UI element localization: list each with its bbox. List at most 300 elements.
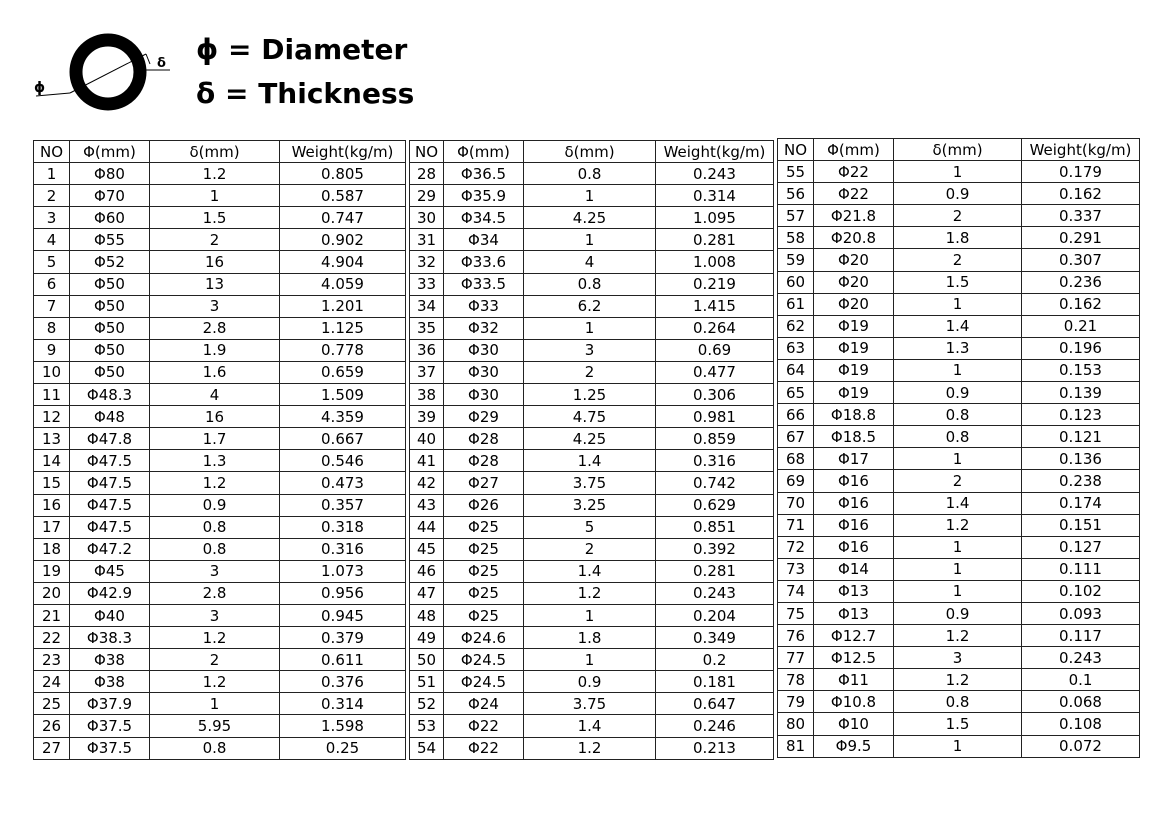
weight-cell: 0.742 — [656, 472, 774, 494]
table-row — [778, 337, 1140, 359]
thickness-cell: 3 — [894, 647, 1022, 669]
no-cell: 10 — [34, 361, 70, 383]
table-row — [778, 183, 1140, 205]
diameter-cell: Φ50 — [70, 273, 150, 295]
diameter-cell: Φ47.8 — [70, 428, 150, 450]
table-row — [34, 649, 406, 671]
weight-cell: 0.236 — [1022, 271, 1140, 293]
table-row — [34, 339, 406, 361]
table-row — [778, 293, 1140, 315]
thickness-cell: 1.25 — [524, 384, 656, 406]
thickness-cell: 6.2 — [524, 295, 656, 317]
weight-cell: 0.546 — [280, 450, 406, 472]
thickness-cell: 1.2 — [150, 163, 280, 185]
weight-cell: 0.25 — [280, 737, 406, 759]
no-cell: 58 — [778, 227, 814, 249]
thickness-cell: 1.4 — [524, 715, 656, 737]
table-header-row — [34, 141, 406, 163]
weight-cell: 0.629 — [656, 494, 774, 516]
weight-cell: 0.111 — [1022, 558, 1140, 580]
no-cell: 71 — [778, 514, 814, 536]
weight-cell: 0.611 — [280, 649, 406, 671]
no-cell: 6 — [34, 273, 70, 295]
weight-cell: 1.125 — [280, 317, 406, 339]
weight-cell: 0.21 — [1022, 315, 1140, 337]
diameter-cell: Φ47.2 — [70, 538, 150, 560]
no-cell: 66 — [778, 404, 814, 426]
weight-cell: 0.349 — [656, 627, 774, 649]
no-cell: 56 — [778, 183, 814, 205]
thickness-cell: 1.2 — [524, 582, 656, 604]
thickness-cell: 2 — [524, 538, 656, 560]
weight-cell: 0.281 — [656, 560, 774, 582]
no-cell: 60 — [778, 271, 814, 293]
no-cell: 13 — [34, 428, 70, 450]
diameter-cell: Φ21.8 — [814, 205, 894, 227]
no-cell: 31 — [410, 229, 444, 251]
thickness-cell: 1 — [894, 580, 1022, 602]
table-row — [34, 538, 406, 560]
thickness-cell: 1 — [894, 161, 1022, 183]
table-row — [34, 494, 406, 516]
diameter-cell: Φ9.5 — [814, 735, 894, 757]
weight-cell: 0.153 — [1022, 359, 1140, 381]
diameter-legend: ϕ = Diameter — [196, 33, 408, 66]
no-cell: 33 — [410, 273, 444, 295]
thickness-cell: 0.9 — [894, 183, 1022, 205]
table-row — [34, 737, 406, 759]
diameter-cell: Φ60 — [70, 207, 150, 229]
no-cell: 79 — [778, 691, 814, 713]
weight-cell: 0.307 — [1022, 249, 1140, 271]
thickness-cell: 1 — [524, 317, 656, 339]
thickness-cell: 1.7 — [150, 428, 280, 450]
thickness-cell: 2 — [524, 361, 656, 383]
weight-cell: 0.981 — [656, 406, 774, 428]
diameter-cell: Φ25 — [444, 604, 524, 626]
diameter-cell: Φ13 — [814, 580, 894, 602]
no-cell: 61 — [778, 293, 814, 315]
thickness-cell: 1 — [524, 604, 656, 626]
diameter-cell: Φ18.5 — [814, 426, 894, 448]
diameter-cell: Φ48 — [70, 406, 150, 428]
weight-cell: 0.243 — [1022, 647, 1140, 669]
no-cell: 62 — [778, 315, 814, 337]
diameter-cell: Φ30 — [444, 361, 524, 383]
diameter-cell: Φ24 — [444, 693, 524, 715]
no-cell: 55 — [778, 161, 814, 183]
thickness-cell: 1 — [894, 359, 1022, 381]
no-cell: 8 — [34, 317, 70, 339]
diameter-cell: Φ25 — [444, 560, 524, 582]
table-header-row — [778, 139, 1140, 161]
weight-cell: 0.316 — [656, 450, 774, 472]
diameter-cell: Φ33.6 — [444, 251, 524, 273]
table-row — [778, 470, 1140, 492]
thickness-legend: δ = Thickness — [196, 77, 415, 110]
weight-cell: 0.093 — [1022, 602, 1140, 624]
no-cell: 32 — [410, 251, 444, 273]
weight-cell: 0.181 — [656, 671, 774, 693]
thickness-cell: 1.8 — [894, 227, 1022, 249]
table-row — [410, 560, 774, 582]
weight-cell: 0.69 — [656, 339, 774, 361]
diameter-cell: Φ36.5 — [444, 163, 524, 185]
table-row — [34, 450, 406, 472]
thickness-cell: 1 — [894, 448, 1022, 470]
header-no: NO — [778, 139, 814, 161]
diameter-cell: Φ11 — [814, 669, 894, 691]
diameter-cell: Φ50 — [70, 339, 150, 361]
weight-cell: 0.318 — [280, 516, 406, 538]
table-row — [34, 516, 406, 538]
no-cell: 14 — [34, 450, 70, 472]
no-cell: 21 — [34, 604, 70, 626]
weight-cell: 1.598 — [280, 715, 406, 737]
no-cell: 19 — [34, 560, 70, 582]
header-weight: Weight(kg/m) — [280, 141, 406, 163]
thickness-cell: 3 — [150, 295, 280, 317]
diameter-cell: Φ80 — [70, 163, 150, 185]
no-cell: 24 — [34, 671, 70, 693]
table-row — [410, 295, 774, 317]
weight-cell: 0.805 — [280, 163, 406, 185]
diameter-cell: Φ28 — [444, 428, 524, 450]
thickness-cell: 3.75 — [524, 693, 656, 715]
weight-cell: 0.123 — [1022, 404, 1140, 426]
delta-symbol: δ — [157, 56, 166, 71]
thickness-cell: 2 — [894, 249, 1022, 271]
table-row — [778, 271, 1140, 293]
weight-cell: 0.102 — [1022, 580, 1140, 602]
diameter-cell: Φ48.3 — [70, 384, 150, 406]
weight-cell: 1.008 — [656, 251, 774, 273]
thickness-cell: 1 — [524, 185, 656, 207]
no-cell: 28 — [410, 163, 444, 185]
thickness-cell: 1.2 — [894, 669, 1022, 691]
diameter-cell: Φ12.7 — [814, 625, 894, 647]
weight-cell: 1.201 — [280, 295, 406, 317]
no-cell: 39 — [410, 406, 444, 428]
weight-cell: 0.219 — [656, 273, 774, 295]
table-row — [778, 205, 1140, 227]
table-row — [34, 472, 406, 494]
phi-symbol: ϕ — [34, 80, 46, 96]
table-row — [778, 448, 1140, 470]
weight-cell: 1.095 — [656, 207, 774, 229]
table-row — [410, 671, 774, 693]
table-row — [410, 582, 774, 604]
weight-cell: 0.162 — [1022, 293, 1140, 315]
weight-cell: 4.059 — [280, 273, 406, 295]
thickness-cell: 0.9 — [894, 382, 1022, 404]
weight-cell: 0.139 — [1022, 382, 1140, 404]
table-row — [410, 251, 774, 273]
no-cell: 68 — [778, 448, 814, 470]
diameter-cell: Φ34 — [444, 229, 524, 251]
table-row — [410, 163, 774, 185]
diameter-cell: Φ22 — [814, 161, 894, 183]
thickness-cell: 1.2 — [150, 627, 280, 649]
thickness-cell: 1.2 — [150, 671, 280, 693]
diameter-cell: Φ19 — [814, 359, 894, 381]
table-row — [34, 671, 406, 693]
header-diameter: Φ(mm) — [444, 141, 524, 163]
thickness-cell: 1.5 — [894, 713, 1022, 735]
diameter-cell: Φ47.5 — [70, 516, 150, 538]
no-cell: 51 — [410, 671, 444, 693]
weight-cell: 0.659 — [280, 361, 406, 383]
weight-cell: 0.072 — [1022, 735, 1140, 757]
thickness-cell: 4 — [150, 384, 280, 406]
thickness-cell: 0.8 — [894, 404, 1022, 426]
thickness-cell: 0.8 — [150, 538, 280, 560]
table-row — [34, 693, 406, 715]
no-cell: 9 — [34, 339, 70, 361]
thickness-cell: 4.25 — [524, 207, 656, 229]
weight-cell: 1.415 — [656, 295, 774, 317]
thickness-cell: 0.8 — [150, 737, 280, 759]
table-row — [410, 538, 774, 560]
diameter-cell: Φ38.3 — [70, 627, 150, 649]
diameter-cell: Φ16 — [814, 492, 894, 514]
table-row — [410, 229, 774, 251]
diameter-cell: Φ22 — [814, 183, 894, 205]
thickness-cell: 1 — [524, 649, 656, 671]
weight-cell: 0.196 — [1022, 337, 1140, 359]
weight-cell: 0.151 — [1022, 514, 1140, 536]
diameter-cell: Φ19 — [814, 337, 894, 359]
thickness-cell: 1.2 — [894, 514, 1022, 536]
diameter-cell: Φ38 — [70, 671, 150, 693]
table-row — [410, 627, 774, 649]
thickness-cell: 4 — [524, 251, 656, 273]
no-cell: 78 — [778, 669, 814, 691]
thickness-cell: 4.25 — [524, 428, 656, 450]
diameter-cell: Φ45 — [70, 560, 150, 582]
diameter-cell: Φ25 — [444, 516, 524, 538]
no-cell: 15 — [34, 472, 70, 494]
thickness-cell: 3.25 — [524, 494, 656, 516]
diameter-cell: Φ12.5 — [814, 647, 894, 669]
table-row — [778, 558, 1140, 580]
table-row — [410, 317, 774, 339]
thickness-cell: 1 — [894, 735, 1022, 757]
diameter-cell: Φ22 — [444, 715, 524, 737]
no-cell: 65 — [778, 382, 814, 404]
diameter-cell: Φ22 — [444, 737, 524, 759]
no-cell: 16 — [34, 494, 70, 516]
table-row — [410, 406, 774, 428]
thickness-cell: 3 — [150, 604, 280, 626]
header-no: NO — [410, 141, 444, 163]
diameter-cell: Φ52 — [70, 251, 150, 273]
table-row — [778, 735, 1140, 757]
table-row — [778, 602, 1140, 624]
weight-cell: 0.246 — [656, 715, 774, 737]
no-cell: 46 — [410, 560, 444, 582]
diameter-cell: Φ33.5 — [444, 273, 524, 295]
weight-cell: 0.314 — [656, 185, 774, 207]
diameter-cell: Φ17 — [814, 448, 894, 470]
header-diameter: Φ(mm) — [814, 139, 894, 161]
weight-cell: 0.945 — [280, 604, 406, 626]
table-row — [34, 273, 406, 295]
thickness-cell: 0.8 — [524, 273, 656, 295]
thickness-cell: 2.8 — [150, 317, 280, 339]
weight-cell: 0.314 — [280, 693, 406, 715]
weight-cell: 0.477 — [656, 361, 774, 383]
diameter-cell: Φ30 — [444, 384, 524, 406]
diameter-cell: Φ10 — [814, 713, 894, 735]
diameter-cell: Φ55 — [70, 229, 150, 251]
table-row — [778, 249, 1140, 271]
table-row — [778, 625, 1140, 647]
no-cell: 81 — [778, 735, 814, 757]
table-row — [34, 384, 406, 406]
table-row — [778, 713, 1140, 735]
no-cell: 44 — [410, 516, 444, 538]
weight-cell: 0.136 — [1022, 448, 1140, 470]
table-row — [410, 361, 774, 383]
header-thickness: δ(mm) — [894, 139, 1022, 161]
no-cell: 43 — [410, 494, 444, 516]
thickness-cell: 3 — [150, 560, 280, 582]
diameter-cell: Φ47.5 — [70, 494, 150, 516]
weight-cell: 0.851 — [656, 516, 774, 538]
table-row — [410, 737, 774, 759]
diameter-cell: Φ42.9 — [70, 582, 150, 604]
thickness-cell: 2 — [150, 649, 280, 671]
table-row — [778, 691, 1140, 713]
thickness-cell: 1.4 — [894, 492, 1022, 514]
weight-cell: 0.291 — [1022, 227, 1140, 249]
weight-cell: 0.902 — [280, 229, 406, 251]
diameter-cell: Φ47.5 — [70, 450, 150, 472]
no-cell: 7 — [34, 295, 70, 317]
thickness-cell: 1.6 — [150, 361, 280, 383]
thickness-cell: 0.8 — [894, 691, 1022, 713]
diameter-cell: Φ50 — [70, 295, 150, 317]
table-row — [778, 514, 1140, 536]
thickness-cell: 16 — [150, 406, 280, 428]
table-row — [778, 382, 1140, 404]
table-row — [34, 251, 406, 273]
thickness-cell: 1 — [150, 693, 280, 715]
no-cell: 59 — [778, 249, 814, 271]
header-weight: Weight(kg/m) — [1022, 139, 1140, 161]
thickness-cell: 1.2 — [894, 625, 1022, 647]
no-cell: 2 — [34, 185, 70, 207]
thickness-cell: 0.8 — [150, 516, 280, 538]
weight-cell: 4.359 — [280, 406, 406, 428]
weight-cell: 0.179 — [1022, 161, 1140, 183]
no-cell: 57 — [778, 205, 814, 227]
table-row — [410, 339, 774, 361]
diameter-cell: Φ27 — [444, 472, 524, 494]
thickness-cell: 1 — [894, 558, 1022, 580]
weight-cell: 1.073 — [280, 560, 406, 582]
diameter-cell: Φ14 — [814, 558, 894, 580]
thickness-cell: 1.5 — [894, 271, 1022, 293]
table-row — [34, 627, 406, 649]
no-cell: 37 — [410, 361, 444, 383]
no-cell: 54 — [410, 737, 444, 759]
diameter-cell: Φ20 — [814, 271, 894, 293]
weight-cell: 0.859 — [656, 428, 774, 450]
weight-cell: 0.238 — [1022, 470, 1140, 492]
thickness-cell: 2 — [894, 205, 1022, 227]
weight-cell: 0.337 — [1022, 205, 1140, 227]
thickness-cell: 5.95 — [150, 715, 280, 737]
thickness-cell: 1 — [894, 293, 1022, 315]
table-row — [410, 693, 774, 715]
table-row — [778, 404, 1140, 426]
no-cell: 18 — [34, 538, 70, 560]
table-row — [410, 604, 774, 626]
diameter-cell: Φ28 — [444, 450, 524, 472]
no-cell: 45 — [410, 538, 444, 560]
no-cell: 22 — [34, 627, 70, 649]
symbol-legend — [196, 28, 414, 116]
thickness-cell: 0.8 — [894, 426, 1022, 448]
diameter-cell: Φ16 — [814, 514, 894, 536]
thickness-cell: 1.2 — [524, 737, 656, 759]
table-row — [34, 560, 406, 582]
diameter-cell: Φ16 — [814, 470, 894, 492]
table-row — [778, 227, 1140, 249]
diameter-cell: Φ47.5 — [70, 472, 150, 494]
thickness-cell: 3.75 — [524, 472, 656, 494]
table-row — [410, 649, 774, 671]
weight-cell: 0.379 — [280, 627, 406, 649]
thickness-cell: 1.4 — [524, 450, 656, 472]
thickness-cell: 1 — [894, 536, 1022, 558]
diameter-cell: Φ35.9 — [444, 185, 524, 207]
table-row — [34, 406, 406, 428]
thickness-cell: 1.4 — [524, 560, 656, 582]
thickness-cell: 2 — [150, 229, 280, 251]
table-row — [410, 384, 774, 406]
thickness-cell: 3 — [524, 339, 656, 361]
weight-cell: 0.213 — [656, 737, 774, 759]
header-diameter: Φ(mm) — [70, 141, 150, 163]
no-cell: 1 — [34, 163, 70, 185]
table-row — [410, 207, 774, 229]
no-cell: 48 — [410, 604, 444, 626]
table-row — [34, 207, 406, 229]
weight-cell: 0.281 — [656, 229, 774, 251]
table-row — [778, 359, 1140, 381]
diameter-cell: Φ20 — [814, 249, 894, 271]
weight-cell: 0.357 — [280, 494, 406, 516]
no-cell: 49 — [410, 627, 444, 649]
weight-cell: 0.243 — [656, 582, 774, 604]
weight-cell: 0.2 — [656, 649, 774, 671]
no-cell: 5 — [34, 251, 70, 273]
table-row — [778, 315, 1140, 337]
thickness-cell: 1.3 — [150, 450, 280, 472]
weight-cell: 0.117 — [1022, 625, 1140, 647]
diameter-cell: Φ50 — [70, 361, 150, 383]
diameter-cell: Φ50 — [70, 317, 150, 339]
weight-cell: 0.392 — [656, 538, 774, 560]
no-cell: 3 — [34, 207, 70, 229]
no-cell: 25 — [34, 693, 70, 715]
table-row — [778, 647, 1140, 669]
weight-cell: 0.243 — [656, 163, 774, 185]
no-cell: 53 — [410, 715, 444, 737]
